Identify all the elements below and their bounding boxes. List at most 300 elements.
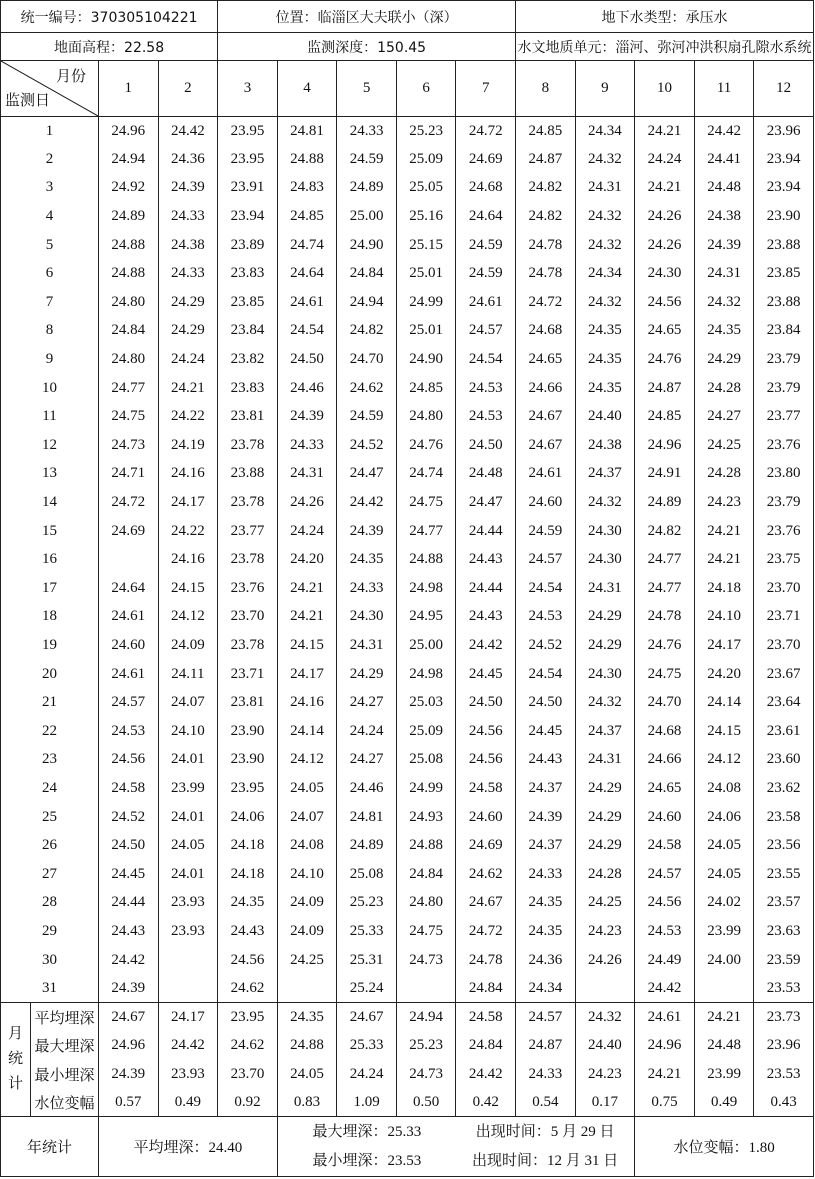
stat-value-cell: 0.17 (575, 1088, 635, 1117)
depth-value-cell: 24.98 (396, 660, 456, 689)
month-header: 4 (277, 61, 337, 117)
station-detail-row (1, 33, 814, 61)
depth-value-cell: 24.26 (277, 488, 337, 517)
depth-value-cell: 24.67 (516, 402, 576, 431)
depth-value-cell: 24.20 (694, 660, 754, 689)
depth-value-cell: 24.99 (396, 288, 456, 317)
day-row (1, 746, 814, 775)
annual-extreme-time-cell (456, 1117, 635, 1177)
depth-value-cell: 24.74 (277, 231, 337, 260)
depth-value-cell: 24.68 (456, 174, 516, 203)
depth-value-cell: 24.77 (635, 574, 695, 603)
depth-value-cell: 24.30 (575, 517, 635, 546)
depth-value-cell: 24.60 (99, 631, 159, 660)
stat-value-cell: 24.48 (694, 1031, 754, 1060)
monthly-statistics (1, 1003, 814, 1117)
depth-value-cell: 24.44 (456, 574, 516, 603)
day-row (1, 831, 814, 860)
depth-value-cell: 25.31 (337, 946, 397, 975)
depth-value-cell: 24.25 (694, 431, 754, 460)
day-row (1, 402, 814, 431)
depth-value-cell: 24.50 (516, 688, 576, 717)
depth-value-cell: 23.77 (218, 517, 278, 546)
depth-value-cell: 25.15 (396, 231, 456, 260)
depth-value-cell: 24.33 (277, 431, 337, 460)
depth-value-cell: 24.85 (396, 374, 456, 403)
depth-value-cell: 24.35 (218, 889, 278, 918)
depth-value-cell: 24.08 (277, 831, 337, 860)
stat-value-cell: 24.57 (516, 1003, 576, 1032)
month-header: 1 (99, 61, 159, 117)
depth-value-cell: 24.75 (99, 402, 159, 431)
day-label: 6 (1, 259, 99, 288)
depth-value-cell: 24.61 (516, 460, 576, 489)
day-row (1, 259, 814, 288)
day-row (1, 860, 814, 889)
depth-value-cell: 24.16 (158, 460, 218, 489)
day-row (1, 545, 814, 574)
month-header: 2 (158, 61, 218, 117)
depth-value-cell: 24.24 (277, 517, 337, 546)
depth-value-cell: 23.60 (754, 746, 814, 775)
depth-value-cell: 24.74 (396, 460, 456, 489)
day-label: 29 (1, 917, 99, 946)
depth-value-cell: 24.77 (396, 517, 456, 546)
depth-value-cell: 24.34 (575, 259, 635, 288)
depth-value-cell: 24.57 (456, 317, 516, 346)
day-label: 30 (1, 946, 99, 975)
depth-value-cell: 24.31 (575, 574, 635, 603)
depth-value-cell: 24.76 (396, 431, 456, 460)
depth-value-cell: 24.25 (277, 946, 337, 975)
depth-value-cell: 24.37 (516, 831, 576, 860)
day-row (1, 345, 814, 374)
depth-value-cell: 24.54 (277, 317, 337, 346)
depth-value-cell: 24.28 (575, 860, 635, 889)
day-row (1, 946, 814, 975)
depth-value-cell: 24.76 (635, 345, 695, 374)
day-label: 9 (1, 345, 99, 374)
stat-value-cell: 24.21 (694, 1003, 754, 1032)
depth-value-cell: 24.22 (158, 517, 218, 546)
depth-value-cell: 24.90 (396, 345, 456, 374)
depth-value-cell: 23.96 (754, 117, 814, 146)
depth-value-cell: 23.55 (754, 860, 814, 889)
depth-value-cell: 24.61 (99, 660, 159, 689)
depth-value-cell: 24.67 (516, 431, 576, 460)
depth-value-cell: 24.42 (456, 631, 516, 660)
depth-value-cell: 24.50 (99, 831, 159, 860)
depth-value-cell: 24.23 (575, 917, 635, 946)
stat-value-cell: 23.99 (694, 1060, 754, 1089)
depth-value-cell: 23.88 (754, 288, 814, 317)
depth-value-cell: 24.06 (694, 803, 754, 832)
day-label: 14 (1, 488, 99, 517)
stat-value-cell: 24.61 (635, 1003, 695, 1032)
depth-value-cell: 24.12 (158, 603, 218, 632)
depth-value-cell: 24.43 (456, 603, 516, 632)
depth-value-cell: 24.73 (99, 431, 159, 460)
depth-value-cell: 24.64 (277, 259, 337, 288)
day-label: 4 (1, 202, 99, 231)
depth-value-cell: 24.29 (158, 288, 218, 317)
depth-value-cell: 24.85 (516, 117, 576, 146)
depth-value-cell: 23.82 (218, 345, 278, 374)
depth-value-cell: 23.89 (218, 231, 278, 260)
depth-value-cell: 23.77 (754, 402, 814, 431)
depth-value-cell: 23.81 (218, 402, 278, 431)
depth-value-cell: 24.29 (694, 345, 754, 374)
day-label: 17 (1, 574, 99, 603)
depth-value-cell: 23.70 (218, 603, 278, 632)
depth-value-cell: 24.31 (277, 460, 337, 489)
depth-value-cell: 23.88 (218, 460, 278, 489)
annual-max-depth: 最大埋深：25.33 (312, 1123, 422, 1140)
depth-value-cell: 23.62 (754, 774, 814, 803)
depth-value-cell: 23.58 (754, 803, 814, 832)
depth-value-cell: 24.21 (635, 174, 695, 203)
aquifer-type: 地下水类型：承压水 (516, 1, 814, 33)
depth-value-cell: 23.63 (754, 917, 814, 946)
depth-value-cell: 24.62 (456, 860, 516, 889)
depth-value-cell: 24.21 (694, 545, 754, 574)
depth-value-cell: 24.07 (158, 688, 218, 717)
stat-value-cell: 24.33 (516, 1060, 576, 1089)
month-header: 5 (337, 61, 397, 117)
stat-value-cell: 24.42 (456, 1060, 516, 1089)
depth-value-cell: 24.64 (99, 574, 159, 603)
day-row (1, 488, 814, 517)
depth-value-cell: 24.88 (99, 231, 159, 260)
stat-value-cell: 24.73 (396, 1060, 456, 1089)
depth-value-cell: 23.94 (754, 145, 814, 174)
month-header-row (1, 61, 814, 117)
depth-value-cell: 24.78 (456, 946, 516, 975)
depth-value-cell: 24.30 (635, 259, 695, 288)
depth-value-cell: 23.88 (754, 231, 814, 260)
depth-value-cell: 24.17 (158, 488, 218, 517)
month-header: 9 (575, 61, 635, 117)
depth-value-cell: 24.68 (635, 717, 695, 746)
stat-value-cell: 0.50 (396, 1088, 456, 1117)
depth-value-cell: 24.52 (337, 431, 397, 460)
depth-value-cell: 23.90 (218, 717, 278, 746)
stat-value-cell: 24.67 (99, 1003, 159, 1032)
depth-value-cell: 24.66 (516, 374, 576, 403)
depth-value-cell: 24.32 (575, 145, 635, 174)
depth-value-cell: 24.15 (277, 631, 337, 660)
depth-value-cell: 24.56 (456, 717, 516, 746)
depth-value-cell: 23.84 (218, 317, 278, 346)
depth-value-cell: 23.83 (218, 374, 278, 403)
depth-value-cell: 23.91 (218, 174, 278, 203)
depth-value-cell: 24.37 (575, 717, 635, 746)
stat-value-cell: 24.84 (456, 1031, 516, 1060)
depth-value-cell: 24.37 (575, 460, 635, 489)
month-header: 6 (396, 61, 456, 117)
stat-value-cell: 24.94 (396, 1003, 456, 1032)
depth-value-cell: 24.65 (635, 774, 695, 803)
depth-value-cell: 24.65 (516, 345, 576, 374)
month-header: 12 (754, 61, 814, 117)
depth-value-cell: 25.00 (396, 631, 456, 660)
depth-value-cell: 24.59 (456, 259, 516, 288)
depth-value-cell: 23.80 (754, 460, 814, 489)
depth-value-cell: 24.29 (337, 660, 397, 689)
day-label: 31 (1, 974, 99, 1003)
hydrogeologic-unit: 水文地质单元：淄河、弥河冲洪积扇孔隙水系统 (516, 33, 814, 61)
depth-value-cell: 24.39 (337, 517, 397, 546)
depth-value-cell: 23.75 (754, 545, 814, 574)
depth-value-cell: 24.01 (158, 803, 218, 832)
depth-value-cell: 24.33 (337, 574, 397, 603)
depth-value-cell: 24.21 (277, 603, 337, 632)
depth-value-cell: 23.94 (754, 174, 814, 203)
depth-value-cell: 24.88 (99, 259, 159, 288)
depth-value-cell: 24.62 (218, 974, 278, 1003)
day-row (1, 574, 814, 603)
day-label: 16 (1, 545, 99, 574)
depth-value-cell: 24.35 (575, 317, 635, 346)
depth-value-cell: 24.14 (694, 688, 754, 717)
depth-value-cell: 24.18 (694, 574, 754, 603)
depth-value-cell: 24.18 (218, 831, 278, 860)
depth-value-cell: 23.70 (754, 631, 814, 660)
stat-value-cell: 0.83 (277, 1088, 337, 1117)
stat-value-cell: 0.54 (516, 1088, 576, 1117)
depth-value-cell: 25.33 (337, 917, 397, 946)
depth-value-cell: 25.00 (337, 202, 397, 231)
stat-value-cell: 23.73 (754, 1003, 814, 1032)
depth-value-cell: 24.56 (456, 746, 516, 775)
depth-value-cell: 24.24 (158, 345, 218, 374)
depth-value-cell: 24.06 (218, 803, 278, 832)
depth-value-cell: 24.56 (635, 288, 695, 317)
depth-value-cell: 24.93 (396, 803, 456, 832)
depth-value-cell: 24.53 (456, 402, 516, 431)
depth-value-cell: 24.21 (635, 117, 695, 146)
annual-statistics (1, 1117, 814, 1177)
depth-value-cell: 24.28 (694, 374, 754, 403)
depth-value-cell: 24.43 (516, 746, 576, 775)
depth-value-cell: 24.61 (277, 288, 337, 317)
depth-value-cell: 24.48 (456, 460, 516, 489)
stat-value-cell: 0.49 (694, 1088, 754, 1117)
annual-mean-depth: 平均埋深：24.40 (99, 1117, 278, 1177)
month-axis-label: 月份 (55, 69, 86, 85)
depth-value-cell: 24.84 (337, 259, 397, 288)
day-label: 10 (1, 374, 99, 403)
day-row (1, 603, 814, 632)
depth-value-cell: 24.96 (99, 117, 159, 146)
stat-value-cell: 0.92 (218, 1088, 278, 1117)
month-header: 11 (694, 61, 754, 117)
depth-value-cell: 23.84 (754, 317, 814, 346)
day-label: 18 (1, 603, 99, 632)
depth-value-cell: 24.44 (99, 889, 159, 918)
depth-value-cell: 24.42 (158, 117, 218, 146)
depth-value-cell: 24.87 (516, 145, 576, 174)
depth-value-cell: 25.23 (337, 889, 397, 918)
depth-value-cell: 24.00 (694, 946, 754, 975)
depth-value-cell: 24.39 (99, 974, 159, 1003)
day-row (1, 374, 814, 403)
depth-value-cell: 24.77 (99, 374, 159, 403)
depth-value-cell: 24.75 (396, 488, 456, 517)
depth-value-cell: 23.79 (754, 374, 814, 403)
depth-value-cell: 24.91 (635, 460, 695, 489)
depth-value-cell: 24.32 (575, 688, 635, 717)
depth-value-cell: 24.80 (396, 402, 456, 431)
stat-value-cell: 24.24 (337, 1060, 397, 1089)
depth-value-cell (158, 946, 218, 975)
depth-value-cell: 23.83 (218, 259, 278, 288)
depth-value-cell: 24.14 (277, 717, 337, 746)
corner-header (1, 61, 98, 116)
depth-value-cell: 23.64 (754, 688, 814, 717)
depth-value-cell: 24.35 (694, 317, 754, 346)
depth-value-cell: 24.72 (516, 288, 576, 317)
depth-value-cell: 24.21 (158, 374, 218, 403)
stat-value-cell: 24.32 (575, 1003, 635, 1032)
depth-value-cell: 24.16 (277, 688, 337, 717)
depth-value-cell: 24.57 (516, 545, 576, 574)
depth-value-cell: 24.87 (635, 374, 695, 403)
depth-value-cell: 24.15 (694, 717, 754, 746)
depth-value-cell: 24.88 (277, 145, 337, 174)
corner-header-cell (1, 61, 99, 117)
depth-value-cell: 24.54 (516, 574, 576, 603)
depth-value-cell (694, 974, 754, 1003)
depth-value-cell: 24.47 (337, 460, 397, 489)
depth-value-cell: 24.07 (277, 803, 337, 832)
day-label: 21 (1, 688, 99, 717)
depth-value-cell: 24.53 (635, 917, 695, 946)
depth-value-cell: 24.08 (694, 774, 754, 803)
depth-value-cell: 24.29 (575, 831, 635, 860)
station-info-row (1, 1, 814, 33)
stat-value-cell: 24.58 (456, 1003, 516, 1032)
day-label: 19 (1, 631, 99, 660)
depth-value-cell: 24.28 (694, 460, 754, 489)
depth-value-cell: 24.12 (694, 746, 754, 775)
day-label: 1 (1, 117, 99, 146)
depth-value-cell: 24.38 (575, 431, 635, 460)
depth-value-cell: 25.23 (396, 117, 456, 146)
depth-value-cell: 24.53 (99, 717, 159, 746)
day-label: 13 (1, 460, 99, 489)
day-row (1, 202, 814, 231)
depth-value-cell: 24.54 (456, 345, 516, 374)
depth-value-cell: 23.79 (754, 345, 814, 374)
day-label: 2 (1, 145, 99, 174)
depth-value-cell: 24.84 (456, 974, 516, 1003)
day-row (1, 774, 814, 803)
stat-value-cell: 24.62 (218, 1031, 278, 1060)
depth-value-cell: 24.65 (635, 317, 695, 346)
depth-value-cell: 24.78 (516, 231, 576, 260)
stat-value-cell: 24.88 (277, 1031, 337, 1060)
depth-value-cell: 24.68 (516, 317, 576, 346)
annual-stats-label: 年统计 (1, 1117, 99, 1177)
depth-value-cell: 24.59 (337, 402, 397, 431)
depth-value-cell: 25.16 (396, 202, 456, 231)
depth-value-cell: 24.70 (635, 688, 695, 717)
depth-value-cell: 23.71 (754, 603, 814, 632)
depth-value-cell: 24.22 (158, 402, 218, 431)
depth-value-cell: 23.79 (754, 488, 814, 517)
depth-value-cell: 24.48 (694, 174, 754, 203)
stat-value-cell: 24.96 (635, 1031, 695, 1060)
depth-value-cell: 24.30 (575, 545, 635, 574)
depth-value-cell: 24.39 (516, 803, 576, 832)
day-row (1, 117, 814, 146)
day-row (1, 688, 814, 717)
day-row (1, 145, 814, 174)
stat-value-cell: 24.96 (99, 1031, 159, 1060)
depth-value-cell: 23.93 (158, 917, 218, 946)
day-row (1, 431, 814, 460)
day-label: 27 (1, 860, 99, 889)
depth-value-cell: 24.95 (396, 603, 456, 632)
depth-value-cell: 25.03 (396, 688, 456, 717)
month-header: 10 (635, 61, 695, 117)
depth-value-cell: 24.43 (218, 917, 278, 946)
day-label: 11 (1, 402, 99, 431)
depth-value-cell: 24.42 (99, 946, 159, 975)
depth-value-cell: 24.09 (277, 917, 337, 946)
depth-value-cell: 24.85 (277, 202, 337, 231)
depth-value-cell: 24.76 (635, 631, 695, 660)
depth-value-cell: 24.29 (575, 631, 635, 660)
depth-value-cell: 24.31 (575, 174, 635, 203)
day-row (1, 717, 814, 746)
depth-value-cell: 24.54 (516, 660, 576, 689)
depth-value-cell: 24.67 (456, 889, 516, 918)
day-row (1, 660, 814, 689)
depth-value-cell: 24.34 (516, 974, 576, 1003)
day-row (1, 517, 814, 546)
day-row (1, 460, 814, 489)
depth-value-cell: 24.84 (99, 317, 159, 346)
depth-value-cell: 24.47 (456, 488, 516, 517)
depth-value-cell: 23.57 (754, 889, 814, 918)
stat-value-cell: 24.39 (99, 1060, 159, 1089)
depth-value-cell: 24.72 (456, 917, 516, 946)
depth-value-cell: 24.72 (456, 117, 516, 146)
depth-value-cell: 24.88 (396, 831, 456, 860)
depth-value-cell: 24.82 (516, 174, 576, 203)
depth-value-cell: 24.12 (277, 746, 337, 775)
depth-value-cell: 24.44 (456, 517, 516, 546)
stat-value-cell: 0.57 (99, 1088, 159, 1117)
depth-value-cell: 24.05 (694, 831, 754, 860)
depth-value-cell: 24.57 (635, 860, 695, 889)
depth-value-cell: 24.26 (635, 202, 695, 231)
depth-value-cell: 24.85 (635, 402, 695, 431)
monthly-stats-label: 月统计 (7, 1026, 23, 1093)
depth-value-cell: 25.24 (337, 974, 397, 1003)
annual-stats-row (1, 1117, 814, 1177)
depth-value-cell: 24.24 (337, 717, 397, 746)
depth-value-cell: 24.23 (694, 488, 754, 517)
day-row (1, 174, 814, 203)
depth-value-cell: 24.26 (575, 946, 635, 975)
annual-min-depth: 最小埋深：23.53 (312, 1152, 422, 1169)
depth-value-cell: 24.18 (218, 860, 278, 889)
depth-value-cell: 24.69 (99, 517, 159, 546)
depth-value-cell: 24.69 (456, 831, 516, 860)
